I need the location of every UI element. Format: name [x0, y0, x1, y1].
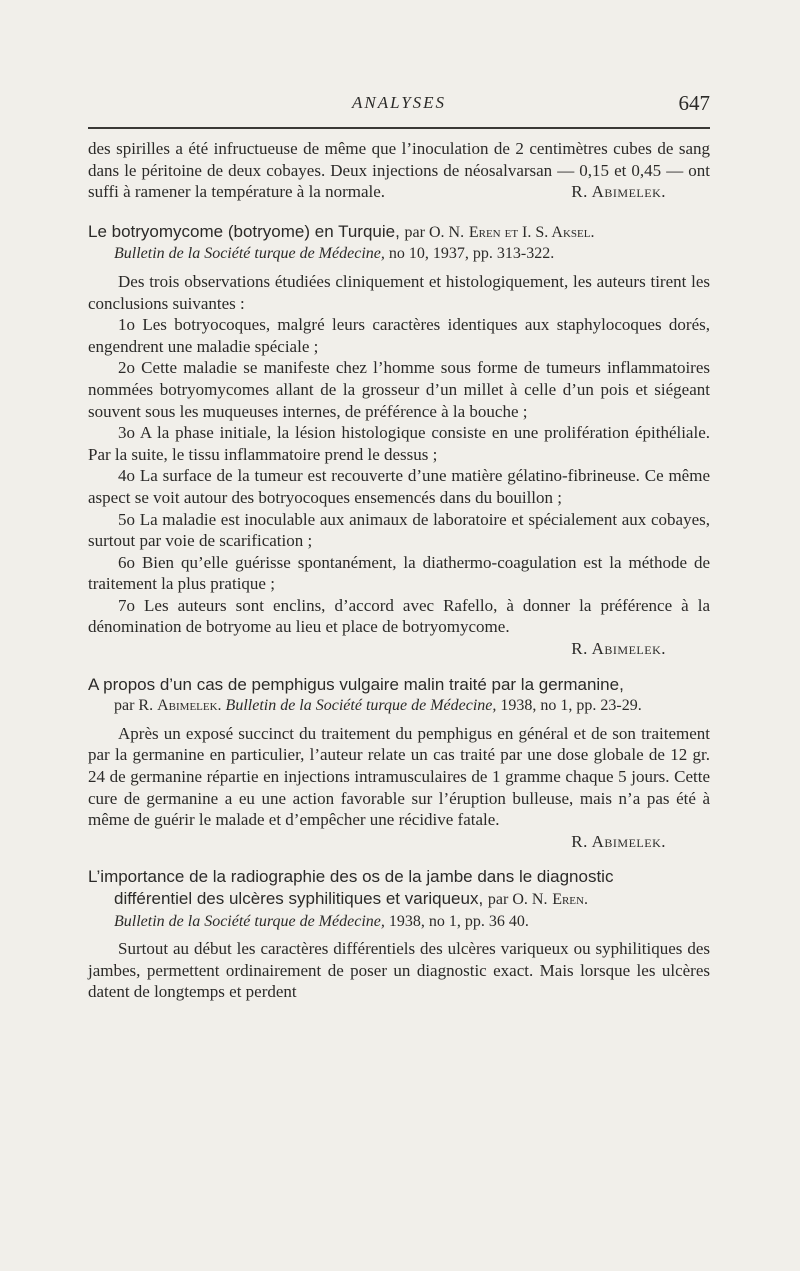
journal-reference: 1938, no 1, pp. 23-29.	[500, 697, 642, 715]
running-head	[88, 93, 710, 117]
article-by: par O. N.	[404, 223, 465, 241]
article-title: A propos d’un cas de pemphigus vulgaire malin traité par la germanine,	[88, 674, 624, 694]
intro-text: des spirilles a été infructueuse de même que l’inoculation de 2 centimètres cubes de sang dans le péritoine de deux cobayes. Deux injections de néosalvarsan — 0,15 et 0,45 — ont suffi à ramener la température à la normale.	[88, 139, 710, 202]
article-heading	[88, 674, 710, 696]
header-rule	[88, 127, 710, 129]
article-title: Le botryomycome (botryome) en Turquie,	[88, 221, 400, 241]
paragraph: 2o Cette maladie se manifeste chez l’homme sous forme de tumeurs inflammatoires nommées botryomycomes allant de la grosseur d’un millet à celle d’un pois et siégeant souvent sous les muqueuses internes, de préférence à la bouche ;	[88, 358, 710, 421]
paragraph: 7o Les auteurs sont enclins, d’accord avec Rafello, à donner la préférence à la dénomination de botryome au lieu et place de botryomycome.	[88, 595, 710, 637]
paragraph: 1o Les botryocoques, malgré leurs caractères identiques aux staphylocoques dorés, engendrent une maladie spéciale ;	[88, 315, 710, 356]
article-signature: R. Abimelek.	[571, 831, 666, 851]
paragraph: Après un exposé succinct du traitement du pemphigus en général et de son traitement par la germanine en particulier, l’auteur relate un cas traité par une dose globale de 12 gr. 24 de germanine répartie en injections intramusculaires de 1 gramme chaque 5 jours. Cette cure de germanine a eu une action favorable sur l’éruption bulleuse, mais n’a pas été à même de guérir le malade et d’empêcher une récidive fatale.	[88, 723, 710, 830]
article-authors: Abimelek.	[157, 697, 222, 715]
paragraph: 4o La surface de la tumeur est recouverte d’une matière gélatino-fibrineuse. Ce même aspect se voit autour des botryocoques ensemencés dans du bouillon ;	[88, 466, 710, 507]
paragraph: Surtout au début les caractères différentiels des ulcères variqueux ou syphilitiques des jambes, permettent ordinairement de poser un diagnostic exact. Mais lorsque les ulcères datent de longtemps et perdent	[88, 939, 710, 1002]
paragraph: 6o Bien qu’elle guérisse spontanément, la diathermo-coagulation est la méthode de traitement la plus pratique ;	[88, 552, 710, 594]
article-title-continued: différentiel des ulcères syphilitiques et variqueux,	[114, 889, 484, 908]
paragraph: Des trois observations étudiées cliniquement et histologiquement, les auteurs tirent les conclusions suivantes :	[88, 271, 710, 313]
article-signature: R. Abimelek.	[571, 639, 666, 659]
intro-signature: R. Abimelek.	[571, 182, 666, 202]
journal-title: Bulletin de la Société turque de Médecine,	[114, 245, 385, 263]
article-authors: Eren et I. S. Aksel.	[468, 223, 595, 241]
article-title: L’importance de la radiographie des os de la jambe dans le diagnostic	[88, 867, 614, 887]
journal-reference: 1938, no 1, pp. 36 40.	[388, 912, 529, 930]
article-authors: Eren.	[552, 891, 588, 908]
paragraph: 5o La maladie est inoculable aux animaux de laboratoire et spécialement aux cobayes, surtout par voie de scarification ;	[88, 509, 710, 551]
article-journal-line	[88, 695, 710, 717]
article-radiographie	[88, 866, 710, 1003]
intro-paragraph	[88, 138, 710, 203]
article-by: par R.	[114, 697, 154, 715]
article-by: par O. N.	[487, 891, 548, 908]
journal-title: Bulletin de la Société turque de Médecine,	[225, 697, 497, 715]
paragraph: 3o A la phase initiale, la lésion histologique consiste en une prolifération épithéliale. Par la suite, le tissu inflammatoire prend le dessus ;	[88, 423, 710, 464]
article-heading	[88, 866, 710, 910]
article-journal-line	[88, 243, 710, 265]
page-number: 647	[678, 91, 710, 115]
article-pemphigus	[88, 674, 710, 853]
article-journal-line	[88, 911, 710, 933]
article-botryomycome	[88, 221, 710, 660]
journal-title: Bulletin de la Société turque de Médecine,	[114, 912, 385, 930]
page-body	[88, 138, 710, 1003]
running-title: ANALYSES	[351, 93, 447, 112]
article-heading	[88, 221, 710, 244]
journal-reference: no 10, 1937, pp. 313-322.	[388, 245, 555, 263]
